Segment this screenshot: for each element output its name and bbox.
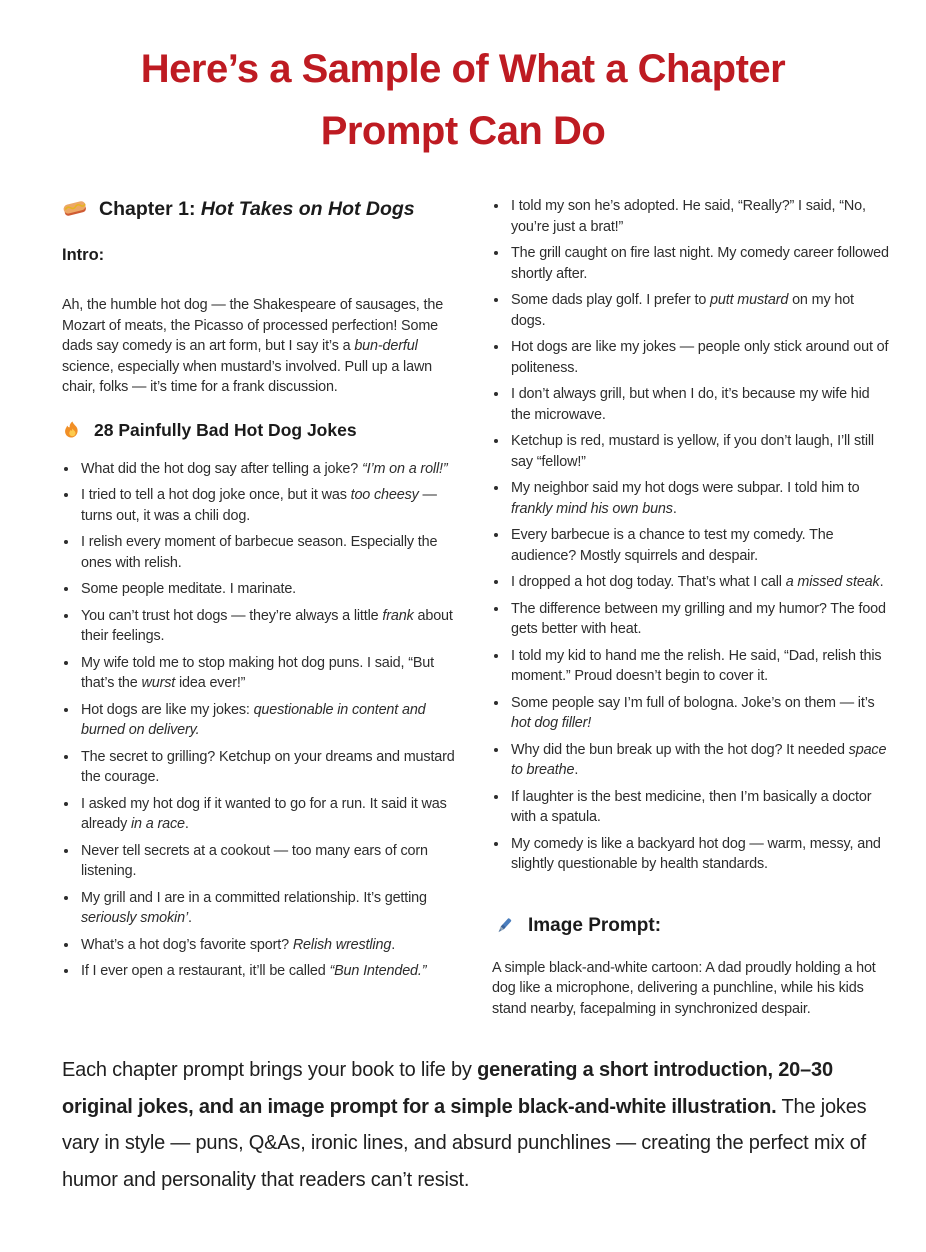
joke-item <box>509 740 892 781</box>
joke-item <box>509 693 892 734</box>
text-segment: Ketchup is red, mustard is yellow, if you don’t laugh, I’ll still say “fellow!” <box>511 433 874 470</box>
text-segment: . <box>879 574 884 590</box>
joke-item <box>509 337 892 378</box>
text-segment: Hot dogs are like my jokes — people only stick around out of politeness. <box>511 339 889 376</box>
joke-item <box>509 834 892 875</box>
image-prompt-heading <box>492 915 892 938</box>
hot-dog-icon <box>62 196 88 222</box>
joke-item <box>79 606 457 647</box>
text-segment: Every barbecue is a chance to test my comedy. The audience? Mostly squirrels and despair. <box>511 527 834 564</box>
joke-item <box>79 888 457 929</box>
joke-item <box>79 747 457 788</box>
text-segment: wurst <box>141 675 176 691</box>
jokes-heading-label: 28 Painfully Bad Hot Dog Jokes <box>94 419 357 440</box>
chapter-heading-title: Hot Takes on Hot Dogs <box>200 197 415 220</box>
text-segment: The jokes vary in style — puns, Q&As, ironic lines, and absurd punchlines — creating the perfect mix of humor and personality that readers can’t resist. <box>62 1095 867 1191</box>
joke-item <box>79 700 457 741</box>
joke-item <box>509 525 892 566</box>
right-column <box>492 196 892 1019</box>
text-segment: in a race <box>131 816 185 832</box>
joke-item <box>79 653 457 694</box>
joke-item <box>79 579 457 600</box>
text-segment: seriously smokin’ <box>81 910 189 926</box>
text-segment: “I’m on a roll!” <box>361 460 448 477</box>
text-segment: frankly mind his own buns <box>511 500 673 517</box>
joke-item <box>79 532 457 573</box>
joke-item <box>509 384 892 425</box>
intro-label: Intro: <box>62 246 105 264</box>
text-segment: I asked my hot dog if it wanted to go for a run. It said it was already <box>81 795 447 832</box>
text-segment: about their feelings. <box>81 607 453 644</box>
summary-paragraph <box>62 1052 886 1198</box>
jokes-list-right <box>492 196 892 875</box>
joke-item <box>79 841 457 882</box>
text-segment: If laughter is the best medicine, then I’m basically a doctor with a spatula. <box>511 788 872 825</box>
text-segment: My comedy is like a backyard hot dog — warm, messy, and slightly questionable by health standards. <box>511 835 881 872</box>
jokes-heading <box>62 420 457 441</box>
text-segment: Why did the bun break up with the hot dog? It needed <box>511 741 849 758</box>
text-segment: questionable in content and burned on delivery. <box>81 701 426 738</box>
text-segment: What’s a hot dog’s favorite sport? <box>81 936 293 953</box>
pen-icon <box>492 915 515 938</box>
text-segment: hot dog filler! <box>511 715 592 731</box>
text-segment: Each chapter prompt brings your book to life by <box>62 1059 478 1081</box>
left-column <box>62 196 457 1019</box>
text-segment: I tried to tell a hot dog joke once, but it was <box>81 487 351 503</box>
joke-item <box>79 485 457 526</box>
text-segment: . <box>184 816 189 832</box>
chapter-heading-prefix: Chapter 1: <box>99 197 201 220</box>
joke-item <box>79 794 457 835</box>
joke-item <box>509 290 892 331</box>
joke-item <box>79 935 457 956</box>
text-segment: My wife told me to stop making hot dog puns. I said, “But that’s the <box>81 654 434 691</box>
joke-item <box>509 196 892 237</box>
joke-item <box>79 459 457 480</box>
text-segment: The grill caught on fire last night. My comedy career followed shortly after. <box>511 245 889 282</box>
text-segment: Ah, the humble hot dog — the Shakespeare of sausages, the Mozart of meats, the Picasso of processed perfection! Some dads say comedy is an art form, but I say it’s a <box>62 297 444 354</box>
text-segment: Relish wrestling <box>292 936 392 953</box>
text-segment: — turns out, it was a chili dog. <box>81 487 437 524</box>
joke-item <box>509 478 892 519</box>
text-segment: Some people meditate. I marinate. <box>81 581 297 597</box>
text-segment: “Bun Intended.” <box>329 963 427 979</box>
text-segment: I dropped a hot dog today. That’s what I call <box>511 574 786 590</box>
text-segment: The difference between my grilling and my humor? The food gets better with heat. <box>511 600 886 637</box>
image-prompt-paragraph: A simple black-and-white cartoon: A dad proudly holding a hot dog like a microphone, delivering a punchline, while his kids stand nearby, facepalming in synchronized despair. <box>492 959 876 1017</box>
text-segment: science, especially when mustard’s involved. Pull up a lawn chair, folks — it’s time for a frank discussion. <box>62 358 433 395</box>
text-segment: Never tell secrets at a cookout — too many ears of corn listening. <box>81 842 428 879</box>
text-segment: The secret to grilling? Ketchup on your dreams and mustard the courage. <box>81 748 455 785</box>
text-segment: I told my son he’s adopted. He said, “Really?” I said, “No, you’re just a brat!” <box>511 198 866 235</box>
joke-item <box>509 431 892 472</box>
jokes-list-left <box>62 459 457 982</box>
fire-icon <box>62 420 83 441</box>
text-segment: bun-derful <box>354 338 418 354</box>
text-segment: My grill and I are in a committed relationship. It’s getting <box>81 889 427 906</box>
text-segment: If I ever open a restaurant, it’ll be called <box>81 963 330 979</box>
text-segment: I told my kid to hand me the relish. He said, “Dad, relish this moment.” Proud doesn’t begin to cover it. <box>511 647 882 684</box>
text-segment: space to breathe <box>511 741 887 778</box>
text-segment: What did the hot dog say after telling a joke? <box>81 460 362 477</box>
text-segment: . <box>574 762 579 778</box>
text-segment: Some dads play golf. I prefer to <box>511 292 711 308</box>
page-title: Here’s a Sample of What a Chapter Prompt Can Do <box>140 47 786 153</box>
text-segment: My neighbor said my hot dogs were subpar. I told him to <box>511 480 860 496</box>
chapter-heading-text <box>99 198 415 221</box>
text-segment: putt mustard <box>710 292 789 308</box>
content-columns <box>62 196 926 1019</box>
joke-item <box>509 646 892 687</box>
joke-item <box>509 787 892 828</box>
text-segment: Some people say I’m full of bologna. Joke’s on them — it’s <box>511 694 875 711</box>
image-prompt-heading-label: Image Prompt: <box>528 915 662 936</box>
text-segment: . <box>672 500 677 517</box>
text-segment: idea ever!” <box>175 675 246 691</box>
text-segment: frank <box>382 607 414 624</box>
text-segment: I don’t always grill, but when I do, it’s because my wife hid the microwave. <box>511 386 870 423</box>
joke-item <box>509 572 892 593</box>
text-segment: too cheesy <box>350 487 419 503</box>
text-segment: . <box>391 936 396 953</box>
joke-item <box>509 599 892 640</box>
joke-item <box>509 243 892 284</box>
text-segment: You can’t trust hot dogs — they’re always a little <box>81 607 383 624</box>
text-segment: generating a short introduction, 20–30 original jokes, and an image prompt for a simple black-and-white illustration. <box>62 1059 833 1118</box>
text-segment: Hot dogs are like my jokes: <box>81 701 254 718</box>
text-segment: I relish every moment of barbecue season. Especially the ones with relish. <box>81 534 438 571</box>
text-segment: a missed steak <box>785 574 880 590</box>
text-segment: on my hot dogs. <box>511 292 854 329</box>
intro-paragraph <box>62 295 457 398</box>
text-segment: . <box>188 910 192 926</box>
joke-item <box>79 961 457 982</box>
chapter-heading <box>62 196 457 222</box>
